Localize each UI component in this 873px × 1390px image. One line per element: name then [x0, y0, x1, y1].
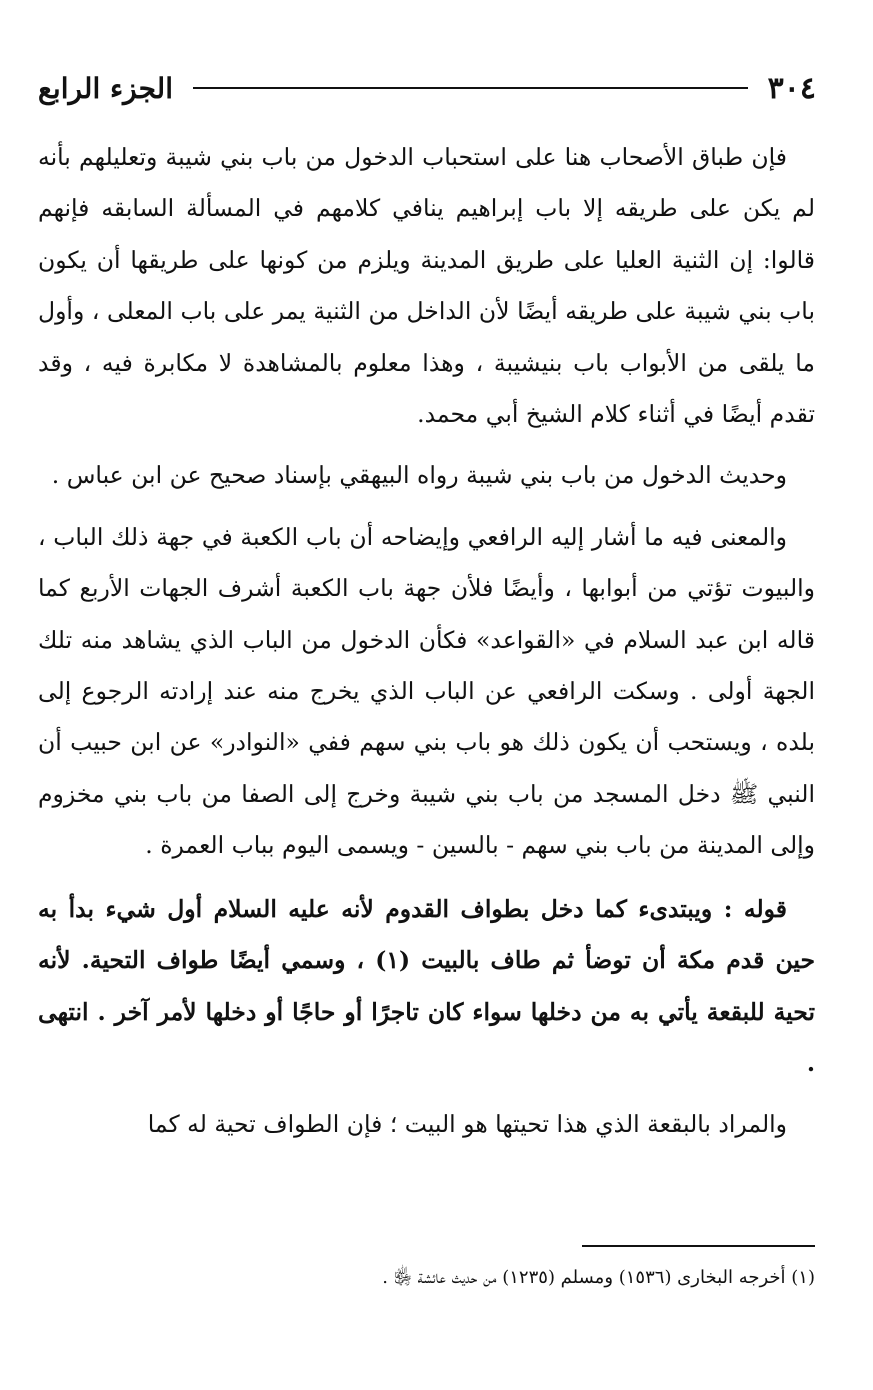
main-text [38, 132, 815, 1151]
footnote-rule [582, 1245, 815, 1247]
header-rule [193, 87, 748, 89]
page-number: ٣٠٤ [767, 70, 816, 106]
running-title: الجزء الرابع [38, 71, 173, 105]
paragraph: والمراد بالبقعة الذي هذا تحيتها هو البيت ؛ فإن الطواف تحية له كما [147, 1110, 787, 1139]
quoted-paragraph: قوله : ويبتدىء كما دخل بطواف القدوم لأنه عليه السلام أول شيء بدأ به حين قدم مكة أن توضأ ثم طاف بالبيت (١) ، وسمي أيضًا طواف التحية. لأنه تحية للبقعة يأتي به من دخلها سواء كان تاجرًا أو حاجًا أو دخلها لأمر آخر . انتهى . [38, 894, 816, 1077]
paragraph: والمعنى فيه ما أشار إليه الرافعي وإيضاحه أن باب الكعبة في جهة ذلك الباب ، والبيوت تؤتي من أبوابها ، وأيضًا فلأن جهة باب الكعبة أشرف الجهات الأربع كما قاله ابن عبد السلام في «القواعد» فكأن الدخول من الباب الذي يشاهد منه تلك الجهة أولى . وسكت الرافعي عن الباب الذي يخرج منه عند إرادته الرجوع إلى بلده ، ويستحب أن يكون ذلك هو باب بني سهم ففي «النوادر» عن ابن حبيب أن النبي ﷺ دخل المسجد من باب بني شيبة وخرج إلى الصفا من باب بني مخزوم وإلى المدينة من باب بني سهم - بالسين - ويسمى اليوم بباب العمرة . [38, 522, 815, 860]
paragraph: فإن طباق الأصحاب هنا على استحباب الدخول من باب بني شيبة وتعليلهم بأنه لم يكن على طريقه إلا باب إبراهيم ينافي كلامهم في المسألة السابقه فإنهم قالوا: إن الثنية العليا على طريق المدينة ويلزم من كونها على طريقها أن يكون باب بني شيبة على طريقه أيضًا لأن الداخل من الثنية يمر على باب المعلى ، وأول ما يلقى من الأبواب باب بنيشيبة ، وهذا معلوم بالمشاهدة لا مكابرة فيه ، وقد تقدم أيضًا في أثناء كلام الشيخ أبي محمد. [38, 143, 815, 429]
page-header [38, 66, 816, 110]
footnote: (١) أخرجه البخارى (١٥٣٦) ومسلم (١٢٣٥) من حديث عائشة ﵂ . [382, 1267, 815, 1288]
paragraph: وحديث الدخول من باب بني شيبة رواه البيهقي بإسناد صحيح عن ابن عباس . [51, 461, 787, 490]
